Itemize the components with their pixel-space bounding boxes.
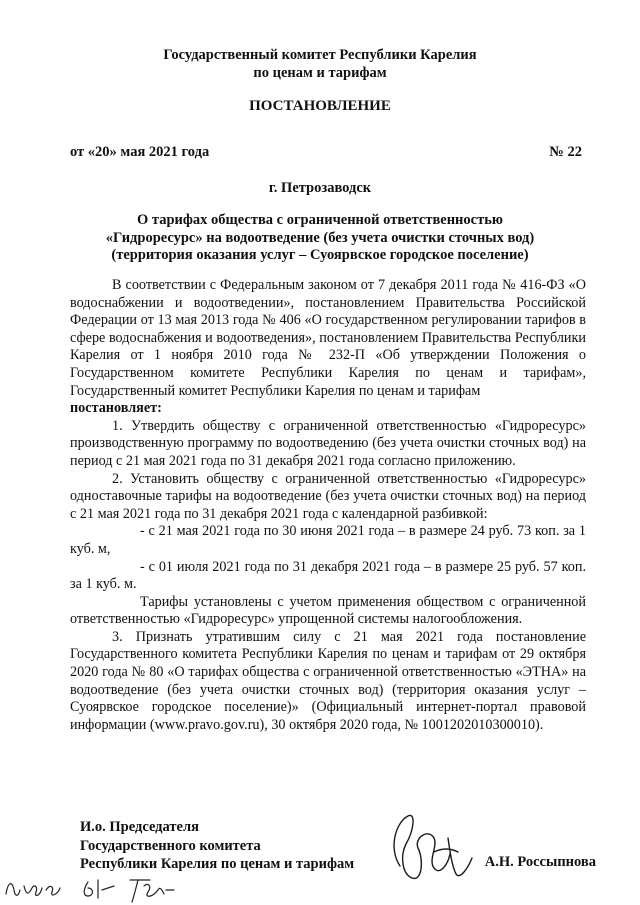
issuing-authority — [0, 46, 640, 82]
authority-line-1: Государственный комитет Республики Карелия — [163, 47, 477, 63]
document-city: г. Петрозаводск — [268, 180, 372, 196]
subject-line-2: «Гидроресурс» на водоотведение (без учета очистки сточных вод) — [105, 229, 535, 246]
subject-line-3: (территория оказания услуг – Суоярвское городское поселение) — [111, 247, 529, 263]
preamble-text: В соответствии с Федеральным законом от 7 декабря 2011 года № 416-ФЗ «О водоснабжении и водоотведении», постановлением Правительства Российской Федерации от 13 мая 2013 года № 406 «О государственном регулировании тарифов в сфере водоснабжения и водоотведения», постановлением Правительства Республики Карелия от 1 ноября 2010 года № 232-П «Об утверждении Положения о Государственном комитете Республики Карелия по ценам и тарифам», Государственный комитет Республики Карелия по ценам и тарифам — [70, 277, 586, 399]
signer-title-3: Республики Карелия по ценам и тарифам — [80, 856, 355, 872]
tax-note: Тарифы установлены с учетом применения обществом с ограниченной ответственностью «Гидроресурс» упрощенной системы налогообложения. — [70, 593, 586, 628]
signer-title-1: И.о. Председателя — [80, 819, 199, 835]
document-date: от «20» мая 2021 года — [70, 144, 210, 160]
subject-line-1: О тарифах общества с ограниченной ответственностью — [137, 212, 503, 228]
tariff-period-1: - с 21 мая 2021 года по 30 июня 2021 года – в размере 24 руб. 73 коп. за 1 куб. м, — [70, 523, 586, 557]
handwritten-signature — [378, 808, 488, 888]
handwritten-note — [2, 872, 202, 905]
document-body — [70, 277, 586, 734]
signer-name: А.Н. Россыпнова — [484, 854, 596, 870]
document-type: ПОСТАНОВЛЕНИЕ — [249, 98, 391, 114]
signer-position — [80, 818, 354, 874]
document-subject — [60, 212, 580, 265]
resolves-word: постановляет: — [70, 400, 162, 417]
preamble-paragraph — [70, 277, 586, 400]
authority-line-2: по ценам и тарифам — [253, 65, 387, 81]
item-3: 3. Признать утратившим силу с 21 мая 2021 года постановление Государственного комитета Республики Карелия по ценам и тарифам от 29 октября 2020 года № 80 «О тарифах общества с ограниченной ответственностью «ЭТНА» на водоотведение (без учета очистки сточных вод) (территория оказания услуг – Суоярвское городское поселение)» (Официальный интернет-портал правовой информации (www.pravo.gov.ru), 30 октября 2020 года, № 1001202010300010). — [70, 628, 586, 733]
item-1: 1. Утвердить обществу с ограниченной ответственностью «Гидроресурс» производственную программу по водоотведению (без учета очистки сточных вод) на период с 21 мая 2021 года по 31 декабря 2021 года согласно приложению. — [70, 417, 586, 469]
document-number: № 22 — [549, 144, 582, 160]
item-2: 2. Установить обществу с ограниченной ответственностью «Гидроресурс» одноставочные тарифы на водоотведение (без учета очистки сточных вод) на период с 21 мая 2021 года по 31 декабря 2021 года с календарной разбивкой: — [70, 470, 586, 522]
resolves-paragraph — [70, 400, 586, 418]
signer-title-2: Государственного комитета — [80, 837, 261, 854]
tariff-period-2: - с 01 июля 2021 года по 31 декабря 2021 года – в размере 25 руб. 57 коп. за 1 куб. м. — [70, 558, 586, 593]
